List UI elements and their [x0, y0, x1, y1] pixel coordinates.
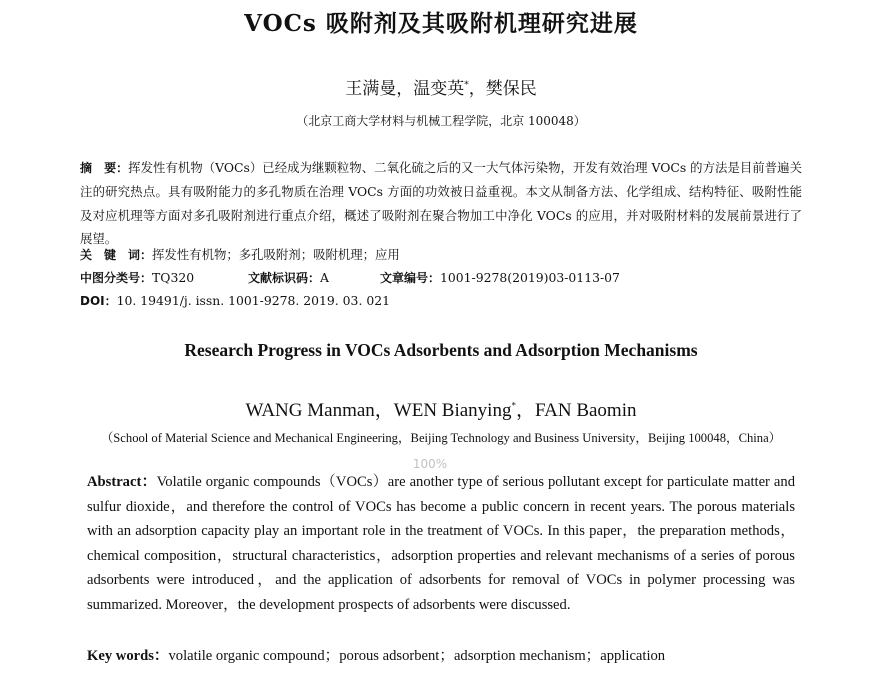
zoom-level-indicator: 100% — [412, 457, 448, 471]
english-keywords-label: Key words： — [87, 648, 169, 664]
chinese-keywords-text: 挥发性有机物；多孔吸附剂；吸附机理；应用 — [152, 247, 400, 262]
document-code — [248, 268, 380, 288]
chinese-authors-tail: ，樊保民 — [468, 79, 537, 99]
clc-label: 中图分类号： — [80, 271, 153, 285]
english-keywords — [87, 644, 795, 669]
doi-value: 10. 19491/j. issn. 1001-9278. 2019. 03. 021 — [116, 293, 390, 308]
document-code-label: 文献标识码： — [248, 271, 321, 285]
chinese-abstract-text: 挥发性有机物（VOCs）已经成为继颗粒物、二氧化硫之后的又一大气体污染物，开发有效治理 VOCs 的方法是目前普遍关注的研究热点。具有吸附能力的多孔物质在治理 VOCs 方面的功效被日益重视。本文从制备方法、化学组成、结构特征、吸附性能及对应机理等方面对多孔吸附剂进行重点介绍，概述了吸附剂在聚合物加工中净化 VOCs 的应用，并对吸附材料的发展前景进行了展望。 — [80, 160, 802, 246]
doi-line — [80, 291, 802, 311]
corresponding-author-mark: * — [464, 80, 469, 91]
english-abstract — [87, 470, 795, 618]
document-code-value: A — [320, 270, 329, 285]
article-number — [380, 268, 620, 288]
chinese-abstract — [80, 156, 802, 250]
chinese-authors — [0, 74, 882, 99]
english-affiliation: （School of Material Science and Mechanical Engineering，Beijing Technology and Business University，Beijing 100048，China） — [100, 431, 782, 445]
chinese-abstract-label: 摘 要： — [80, 161, 129, 175]
english-authors-tail: ，FAN Baomin — [515, 400, 637, 421]
chinese-keywords — [80, 245, 802, 265]
article-number-value: 1001-9278(2019)03-0113-07 — [440, 270, 620, 285]
english-title: Research Progress in VOCs Adsorbents and Adsorption Mechanisms — [184, 340, 698, 360]
english-keywords-text: volatile organic compound；porous adsorbent；adsorption mechanism；application — [168, 648, 666, 664]
classification-line — [80, 268, 802, 288]
english-authors-names: WANG Manman，WEN Bianying — [245, 400, 512, 421]
english-abstract-text: Volatile organic compounds（VOCs）are another type of serious pollutant except for particulate matter and sulfur dioxide，and therefore the control of VOCs has become a public concern in recent years. The porous materials with an adsorption capacity play an important role in the treatment of VOCs. In this paper，the preparation methods，chemical composition，structural characteristics，adsorption properties and relevant mechanisms of a series of porous adsorbents were introduced，and the application of adsorbents for removal of VOCs in polymer processing was summarized. Moreover，the development prospects of adsorbents were discussed. — [87, 474, 795, 613]
english-abstract-label: Abstract： — [87, 474, 157, 490]
chinese-authors-names: 王满曼，温变英 — [345, 79, 465, 99]
clc-value: TQ320 — [152, 270, 195, 285]
article-number-label: 文章编号： — [380, 271, 441, 285]
english-corresponding-author-mark: * — [511, 400, 516, 411]
chinese-title: VOCs 吸附剂及其吸附机理研究进展 — [244, 10, 638, 37]
clc-number — [80, 268, 248, 288]
chinese-keywords-label: 关 键 词： — [80, 248, 153, 262]
english-authors — [0, 395, 882, 422]
doi-label: DOI： — [80, 294, 117, 308]
chinese-affiliation: （北京工商大学材料与机械工程学院，北京 100048） — [296, 114, 586, 128]
